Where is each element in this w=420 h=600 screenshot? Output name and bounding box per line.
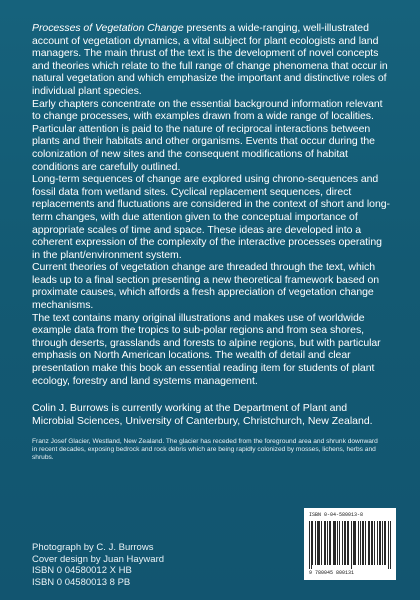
barcode-bar — [371, 521, 372, 565]
barcode-bar — [333, 521, 334, 565]
barcode-bar — [347, 521, 348, 565]
author-note: Colin J. Burrows is currently working at the Department of Plant and Microbial Sciences, University of Canterbury, Christchurch, New Zealand. — [32, 402, 373, 427]
barcode-bar — [385, 521, 386, 565]
design-credit: Cover design by Juan Hayward — [32, 553, 165, 565]
barcode-bar — [348, 521, 349, 565]
barcode-bar — [382, 521, 383, 565]
barcode-bar — [312, 521, 313, 565]
barcode-bar — [353, 521, 354, 565]
photo-caption: Franz Josef Glacier, Westland, New Zealand. The glacier has receded from the foreground area and shrunk downward in recent decades, exposing bedrock and rock debris which are being rapidly colonized by mosses, lichens, herbs and shrubs. — [32, 438, 378, 462]
isbn-hardback: ISBN 0 04580012 X HB — [32, 565, 132, 577]
barcode-label — [304, 508, 396, 580]
description-paragraph-4: Current theories of vegetation change are threaded through the text, which leads up to a final section presenting a new theoretical framework based on proximate causes, which affords a fresh appreciation of vegetation change mechanisms. — [32, 261, 380, 312]
barcode-bar — [325, 521, 326, 565]
barcode-bar — [380, 521, 381, 565]
barcode-bar — [363, 521, 364, 565]
description-paragraph-3: Long-term sequences of change are explored using chrono-sequences and fossil data from wetland sites. Cyclical replacement sequences, direct replacements and fluctuations are considered in the context of short and long-term changes, with due attention given to the conceptual importance of appropriate scales of time and space. These ideas are developed into a coherent expression of the complexity of the interactive processes operating in the plant/environment system. — [32, 173, 390, 261]
description-paragraph-2: Early chapters concentrate on the essential background information relevant to change processes, with examples drawn from a wide range of localities. Particular attention is paid to the nature of reciprocal interactions between plants and their habitats and other organisms. Events that occur during the colonization of new sites and the consequent modifications of habitat conditions are carefully outlined. — [32, 97, 383, 173]
barcode-bar — [324, 521, 325, 565]
barcode-bar — [337, 521, 338, 565]
barcode-bar — [379, 521, 380, 565]
barcode-bar — [334, 521, 335, 565]
barcode-bar — [368, 521, 369, 565]
barcode-bar — [344, 521, 345, 565]
barcode-isbn-text: ISBN 0-04-580013-8 — [309, 512, 364, 518]
barcode-bar — [319, 521, 320, 565]
book-description — [32, 22, 392, 387]
photo-credit: Photograph by C. J. Burrows — [32, 542, 154, 553]
barcode-bar — [360, 521, 361, 565]
description-paragraph-1-text: presents a wide-ranging, well-illustrated account of vegetation dynamics, a vital subject for plant ecologists and land managers. The main thrust of the text is the development of novel concepts and theories which relate to the full range of change phenomena that occur in natural vegetation and which emphasize the important and distinctive roles of individual plant species. — [32, 22, 388, 97]
barcode-bar — [311, 521, 312, 569]
barcode-bar — [309, 521, 310, 569]
description-paragraph-5: The text contains many original illustrations and makes use of worldwide example data from the tropics to sub-polar regions and from sea shores, through deserts, grasslands and forests to alpine regions, but with particular emphasis on North American locations. The wealth of detail and clear presentation make this book an essential reading item for students of plant ecology, forestry and land systems management. — [32, 311, 381, 387]
barcode-bar — [358, 521, 359, 565]
barcode-bar — [315, 521, 316, 565]
isbn-paperback: ISBN 0 04580013 8 PB — [32, 576, 131, 588]
barcode-icon — [309, 521, 391, 569]
barcode-bar — [317, 521, 318, 565]
barcode-bar — [321, 521, 322, 565]
barcode-bar — [339, 521, 340, 565]
barcode-bar — [335, 521, 336, 565]
barcode-bar — [342, 521, 343, 565]
barcode-bar — [355, 521, 356, 565]
description-paragraph-1 — [32, 22, 392, 98]
barcode-bar — [377, 521, 378, 565]
credits — [32, 542, 232, 588]
barcode-bar — [372, 521, 373, 565]
barcode-bar — [327, 521, 328, 565]
barcode-bar — [351, 521, 352, 569]
barcode-bar — [388, 521, 389, 569]
barcode-bar — [354, 521, 355, 565]
book-title-italic: Processes of Vegetation Change — [32, 22, 184, 34]
barcode-bar — [330, 521, 331, 565]
barcode-bar — [362, 521, 363, 565]
barcode-bar — [329, 521, 330, 565]
barcode-number: 9 780045 800131 — [309, 570, 355, 576]
barcode-bar — [384, 521, 385, 565]
barcode-bar — [318, 521, 319, 565]
barcode-bar — [345, 521, 346, 565]
barcode-bar — [374, 521, 375, 565]
barcode-bar — [369, 521, 370, 565]
barcode-bar — [390, 521, 391, 569]
barcode-bar — [365, 521, 366, 565]
